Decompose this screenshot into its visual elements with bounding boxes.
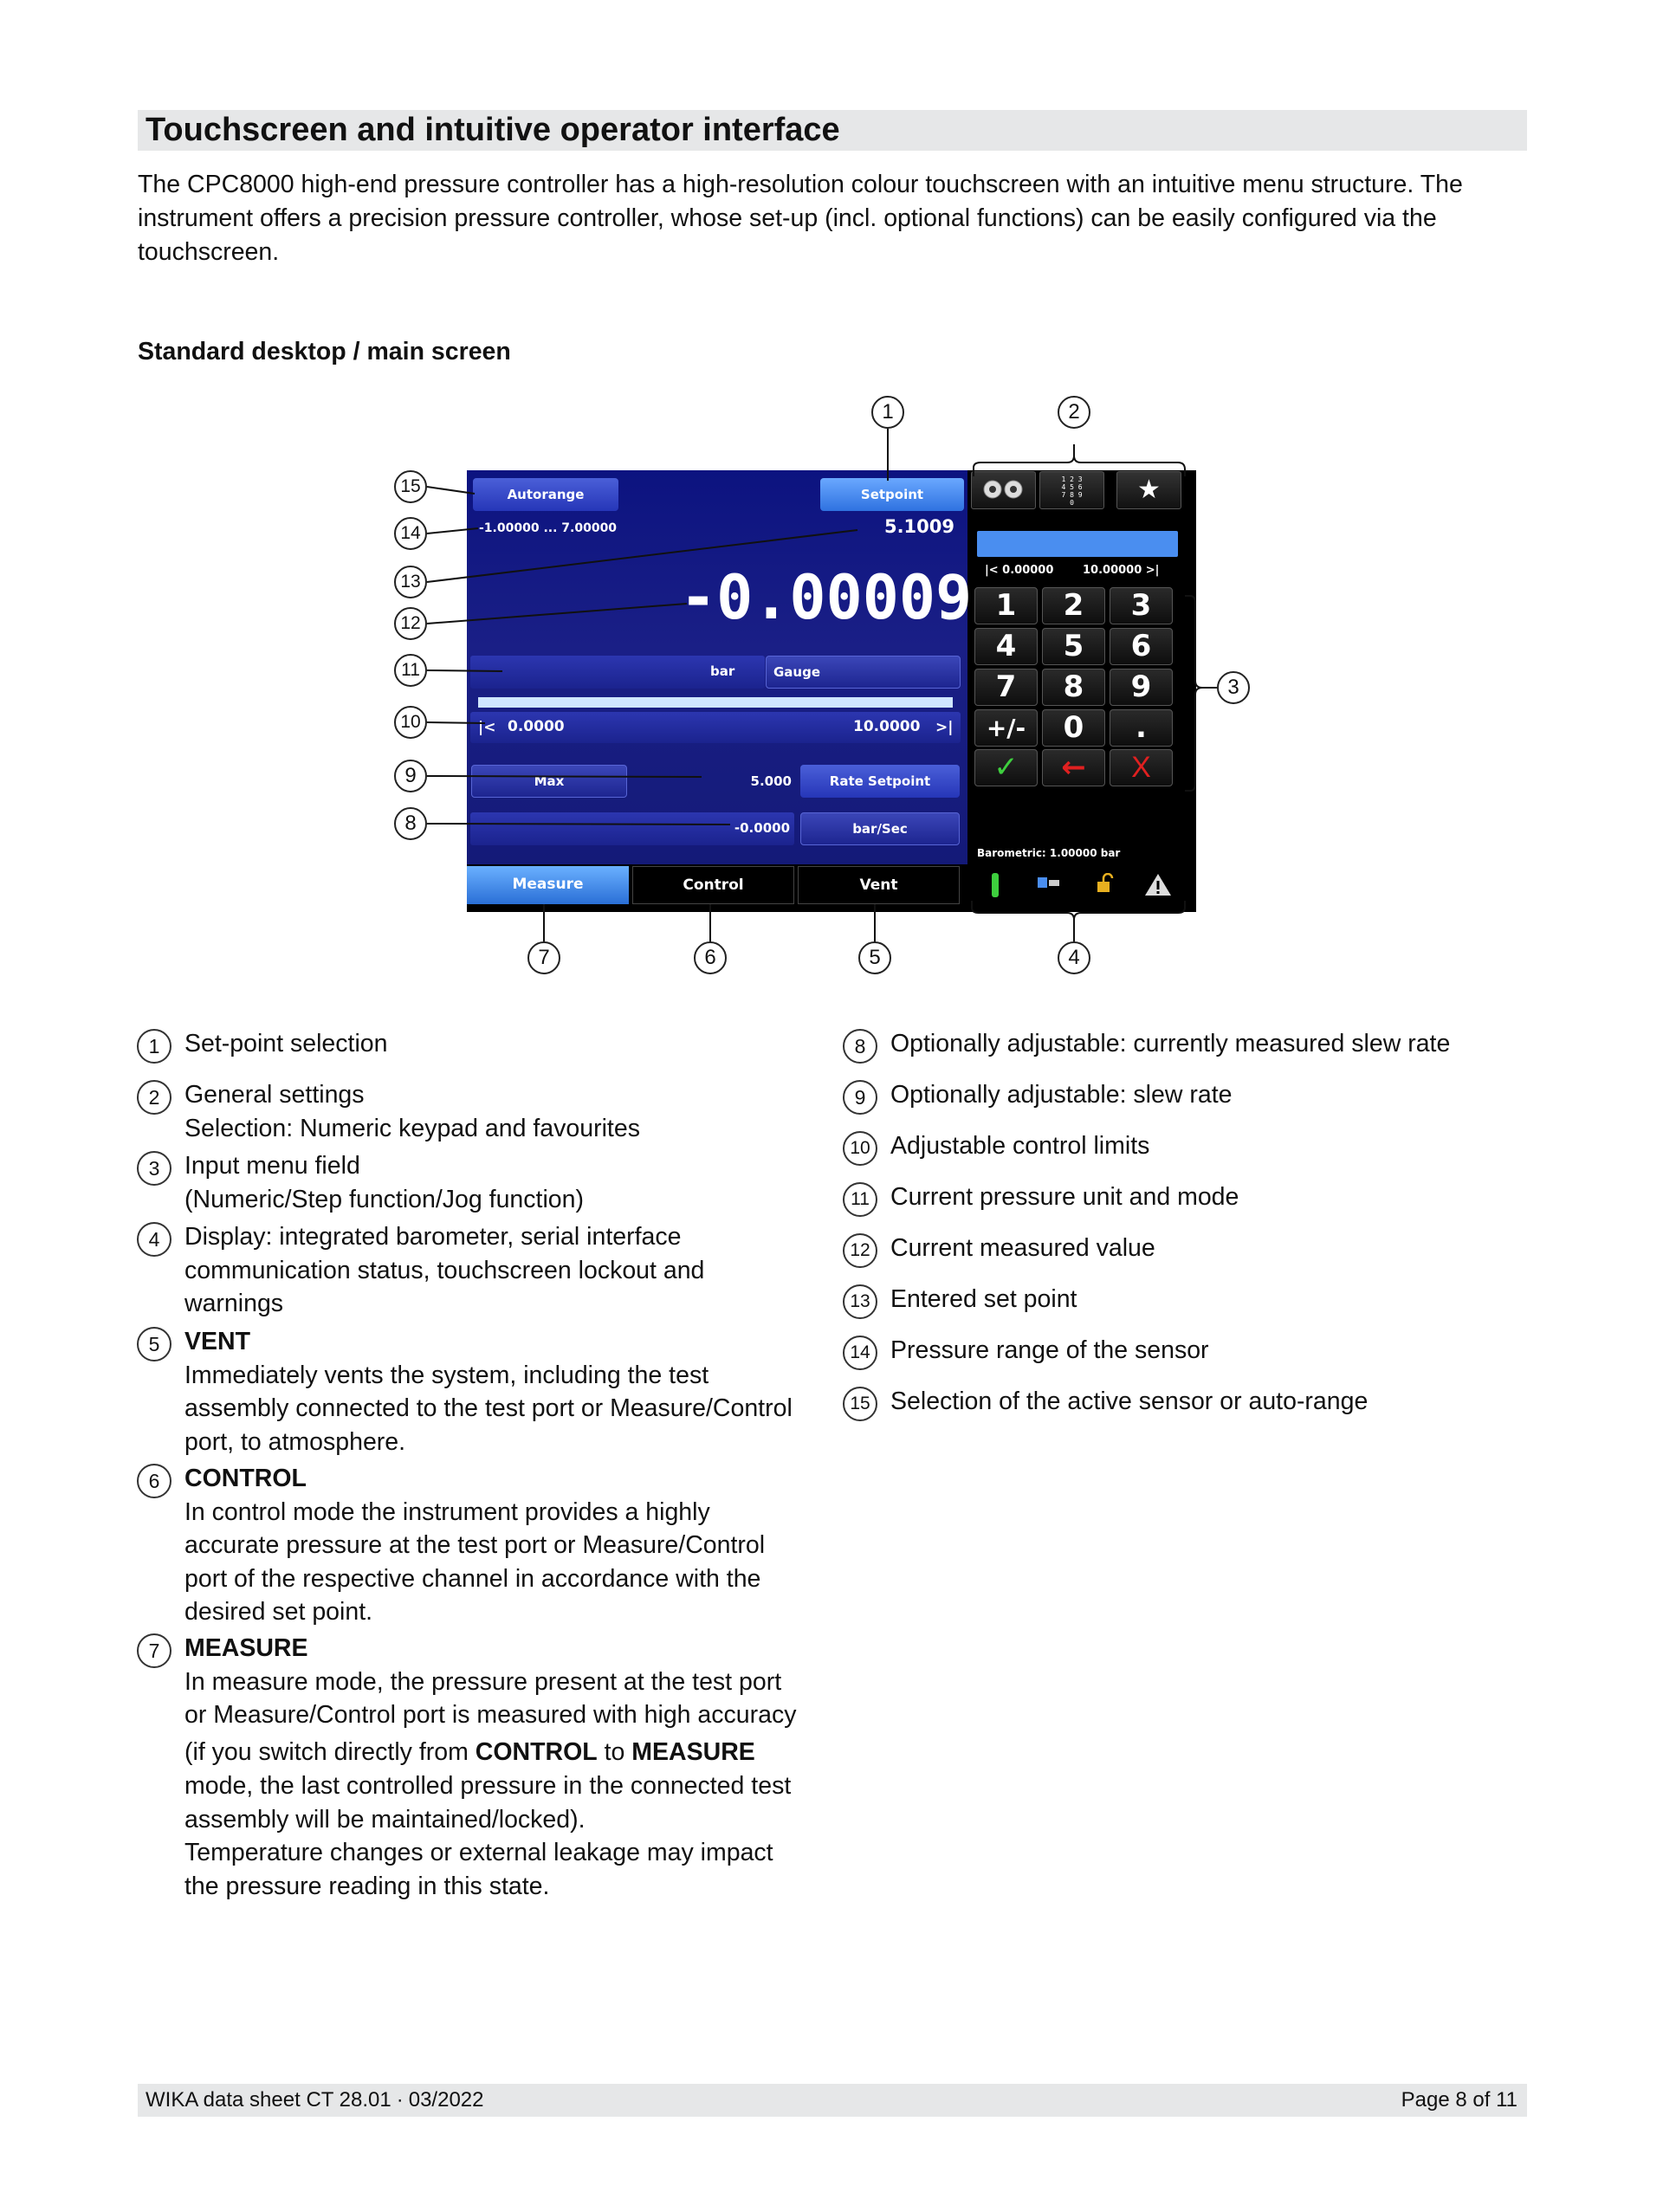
callout-5: 5 bbox=[858, 941, 891, 974]
legend-number: 12 bbox=[843, 1233, 877, 1268]
slew-unit-button[interactable]: bar/Sec bbox=[800, 812, 960, 845]
legend-line: desired set point. bbox=[184, 1598, 373, 1626]
legend-line: assembly will be maintained/locked). bbox=[184, 1805, 586, 1834]
legend-number: 8 bbox=[843, 1029, 877, 1064]
legend-number: 11 bbox=[843, 1182, 877, 1217]
legend-title: VENT bbox=[184, 1328, 251, 1355]
rate-value: 5.000 bbox=[750, 773, 792, 789]
callout-9: 9 bbox=[394, 760, 427, 792]
slew-rate-value: -0.0000 bbox=[734, 820, 790, 836]
legend-line: (Numeric/Step function/Jog function) bbox=[184, 1185, 584, 1213]
rate-setpoint-button[interactable]: Rate Setpoint bbox=[800, 765, 960, 798]
keypad-key[interactable]: +/- bbox=[974, 709, 1038, 747]
legend-number: 10 bbox=[843, 1131, 877, 1166]
callout-6: 6 bbox=[694, 941, 727, 974]
cancel-key[interactable]: X bbox=[1110, 749, 1173, 786]
tab-control[interactable]: Control bbox=[632, 866, 794, 904]
keypad-range-high: 10.00000 >| bbox=[1083, 564, 1160, 577]
legend-line: Current measured value bbox=[890, 1234, 1155, 1262]
legend-line: port of the respective channel in accordance with the bbox=[184, 1564, 761, 1593]
legend-line: warnings bbox=[184, 1290, 284, 1317]
keypad-key[interactable]: 9 bbox=[1110, 669, 1173, 706]
legend-line: Immediately vents the system, including the test bbox=[184, 1361, 709, 1389]
legend-7-control-word: CONTROL bbox=[475, 1738, 598, 1766]
legend-line: Input menu field bbox=[184, 1152, 360, 1180]
legend-line: General settings bbox=[184, 1081, 365, 1109]
keypad-key[interactable]: 6 bbox=[1110, 628, 1173, 665]
legend-number: 1 bbox=[137, 1029, 171, 1064]
limit-right-glyph: >| bbox=[935, 719, 954, 736]
legend-line: In measure mode, the pressure present at the test port bbox=[184, 1667, 782, 1696]
callout-2: 2 bbox=[1058, 396, 1090, 429]
keypad-key[interactable]: 4 bbox=[974, 628, 1038, 665]
tab-measure[interactable]: Measure bbox=[467, 866, 629, 904]
legend-line: Entered set point bbox=[890, 1285, 1077, 1313]
legend-number: 13 bbox=[843, 1284, 877, 1319]
legend-line: Temperature changes or external leakage may impact bbox=[184, 1839, 773, 1866]
keypad-range-low: |< 0.00000 bbox=[985, 564, 1054, 577]
keypad-key[interactable]: . bbox=[1110, 709, 1173, 747]
keypad-key[interactable]: 3 bbox=[1110, 587, 1173, 624]
subheading: Standard desktop / main screen bbox=[138, 338, 511, 365]
legend-line: Set-point selection bbox=[184, 1030, 388, 1057]
ok-key[interactable]: ✓ bbox=[974, 749, 1038, 786]
callout-7: 7 bbox=[527, 941, 560, 974]
legend-line: Adjustable control limits bbox=[890, 1132, 1150, 1160]
legend-line: Current pressure unit and mode bbox=[890, 1183, 1239, 1211]
keypad-key[interactable]: 8 bbox=[1042, 669, 1105, 706]
legend-line: Optionally adjustable: currently measured slew rate bbox=[890, 1030, 1451, 1057]
callout-11: 11 bbox=[394, 654, 427, 687]
backspace-key[interactable]: ← bbox=[1042, 749, 1105, 786]
legend-line: Display: integrated barometer, serial interface bbox=[184, 1223, 682, 1251]
callout-4: 4 bbox=[1058, 941, 1090, 974]
callout-1: 1 bbox=[871, 396, 904, 429]
legend-title: MEASURE bbox=[184, 1634, 308, 1662]
legend-number: 2 bbox=[137, 1080, 171, 1115]
legend-line: accurate pressure at the test port or Measure/Control bbox=[184, 1531, 766, 1559]
legend-line: or Measure/Control port is measured with high accuracy bbox=[184, 1701, 797, 1729]
barometric-readout: Barometric: 1.00000 bar bbox=[977, 847, 1121, 859]
legend-line: assembly connected to the test port or Measure/Control bbox=[184, 1394, 793, 1422]
max-button[interactable]: Max bbox=[471, 765, 627, 798]
sensor-range-text: -1.00000 ... 7.00000 bbox=[479, 521, 618, 535]
callout-14: 14 bbox=[394, 517, 427, 550]
legend-number: 9 bbox=[843, 1080, 877, 1115]
setpoint-button[interactable]: Setpoint bbox=[820, 478, 964, 511]
autorange-button[interactable]: Autorange bbox=[473, 478, 618, 511]
callout-8: 8 bbox=[394, 807, 427, 840]
tab-vent[interactable]: Vent bbox=[798, 866, 960, 904]
keypad-key[interactable]: 1 bbox=[974, 587, 1038, 624]
legend-number: 14 bbox=[843, 1336, 877, 1370]
callout-13: 13 bbox=[394, 566, 427, 598]
legend-number: 5 bbox=[137, 1327, 171, 1361]
setpoint-value: 5.1009 bbox=[883, 516, 954, 537]
legend-number: 15 bbox=[843, 1387, 877, 1421]
legend-number: 3 bbox=[137, 1151, 171, 1186]
callout-3: 3 bbox=[1217, 671, 1250, 704]
legend-line: Pressure range of the sensor bbox=[890, 1336, 1209, 1364]
keypad-key[interactable]: 0 bbox=[1042, 709, 1105, 747]
legend-7-measure-word: MEASURE bbox=[631, 1738, 755, 1766]
legend-7-rich-line bbox=[184, 1736, 755, 1769]
legend-line: Selection: Numeric keypad and favourites bbox=[184, 1114, 640, 1142]
callout-10: 10 bbox=[394, 706, 427, 739]
legend-line: In control mode the instrument provides a highly bbox=[184, 1497, 710, 1526]
legend-title: CONTROL bbox=[184, 1465, 307, 1492]
limit-left-glyph: |< bbox=[478, 719, 496, 736]
legend-7-text-c: to bbox=[597, 1738, 632, 1766]
legend-line: Optionally adjustable: slew rate bbox=[890, 1081, 1233, 1109]
unit-label: bar bbox=[710, 663, 735, 679]
keypad-key[interactable]: 2 bbox=[1042, 587, 1105, 624]
callout-15: 15 bbox=[394, 470, 427, 503]
legend-number: 4 bbox=[137, 1222, 171, 1257]
legend-line: mode, the last controlled pressure in the connected test bbox=[184, 1772, 792, 1800]
callout-12: 12 bbox=[394, 607, 427, 640]
footer-page-number: Page 8 of 11 bbox=[1401, 2088, 1517, 2112]
favourite-star-icon[interactable]: ★ bbox=[1116, 471, 1181, 509]
section-title: Touchscreen and intuitive operator interface bbox=[146, 112, 840, 148]
legend-7-text-a: (if you switch directly from bbox=[184, 1738, 476, 1766]
limit-low-value: 0.0000 bbox=[508, 718, 565, 735]
keypad-key[interactable]: 7 bbox=[974, 669, 1038, 706]
legend-line: the pressure reading in this state. bbox=[184, 1872, 550, 1900]
numeric-keypad-icon[interactable]: 1 2 3 4 5 6 7 8 9 0 bbox=[1039, 471, 1104, 509]
measured-value: -0.00009 bbox=[680, 562, 973, 633]
legend-line: Selection of the active sensor or auto-range bbox=[890, 1387, 1369, 1415]
footer-left: WIKA data sheet CT 28.01 ∙ 03/2022 bbox=[146, 2088, 484, 2112]
intro-paragraph: The CPC8000 high-end pressure controller has a high-resolution colour touchscreen with an intuitive menu structure. The instrument offers a precision pressure controller, whose set-up (incl. optional functions) can be easily configured via the touchscreen. bbox=[138, 171, 1463, 266]
limit-high-value: 10.0000 bbox=[853, 718, 921, 735]
legend-line: port, to atmosphere. bbox=[184, 1427, 406, 1456]
legend-number: 7 bbox=[137, 1633, 171, 1668]
mode-button[interactable]: Gauge bbox=[766, 656, 961, 689]
keypad-key[interactable]: 5 bbox=[1042, 628, 1105, 665]
legend-line: communication status, touchscreen lockout and bbox=[184, 1256, 705, 1284]
legend-number: 6 bbox=[137, 1464, 171, 1498]
